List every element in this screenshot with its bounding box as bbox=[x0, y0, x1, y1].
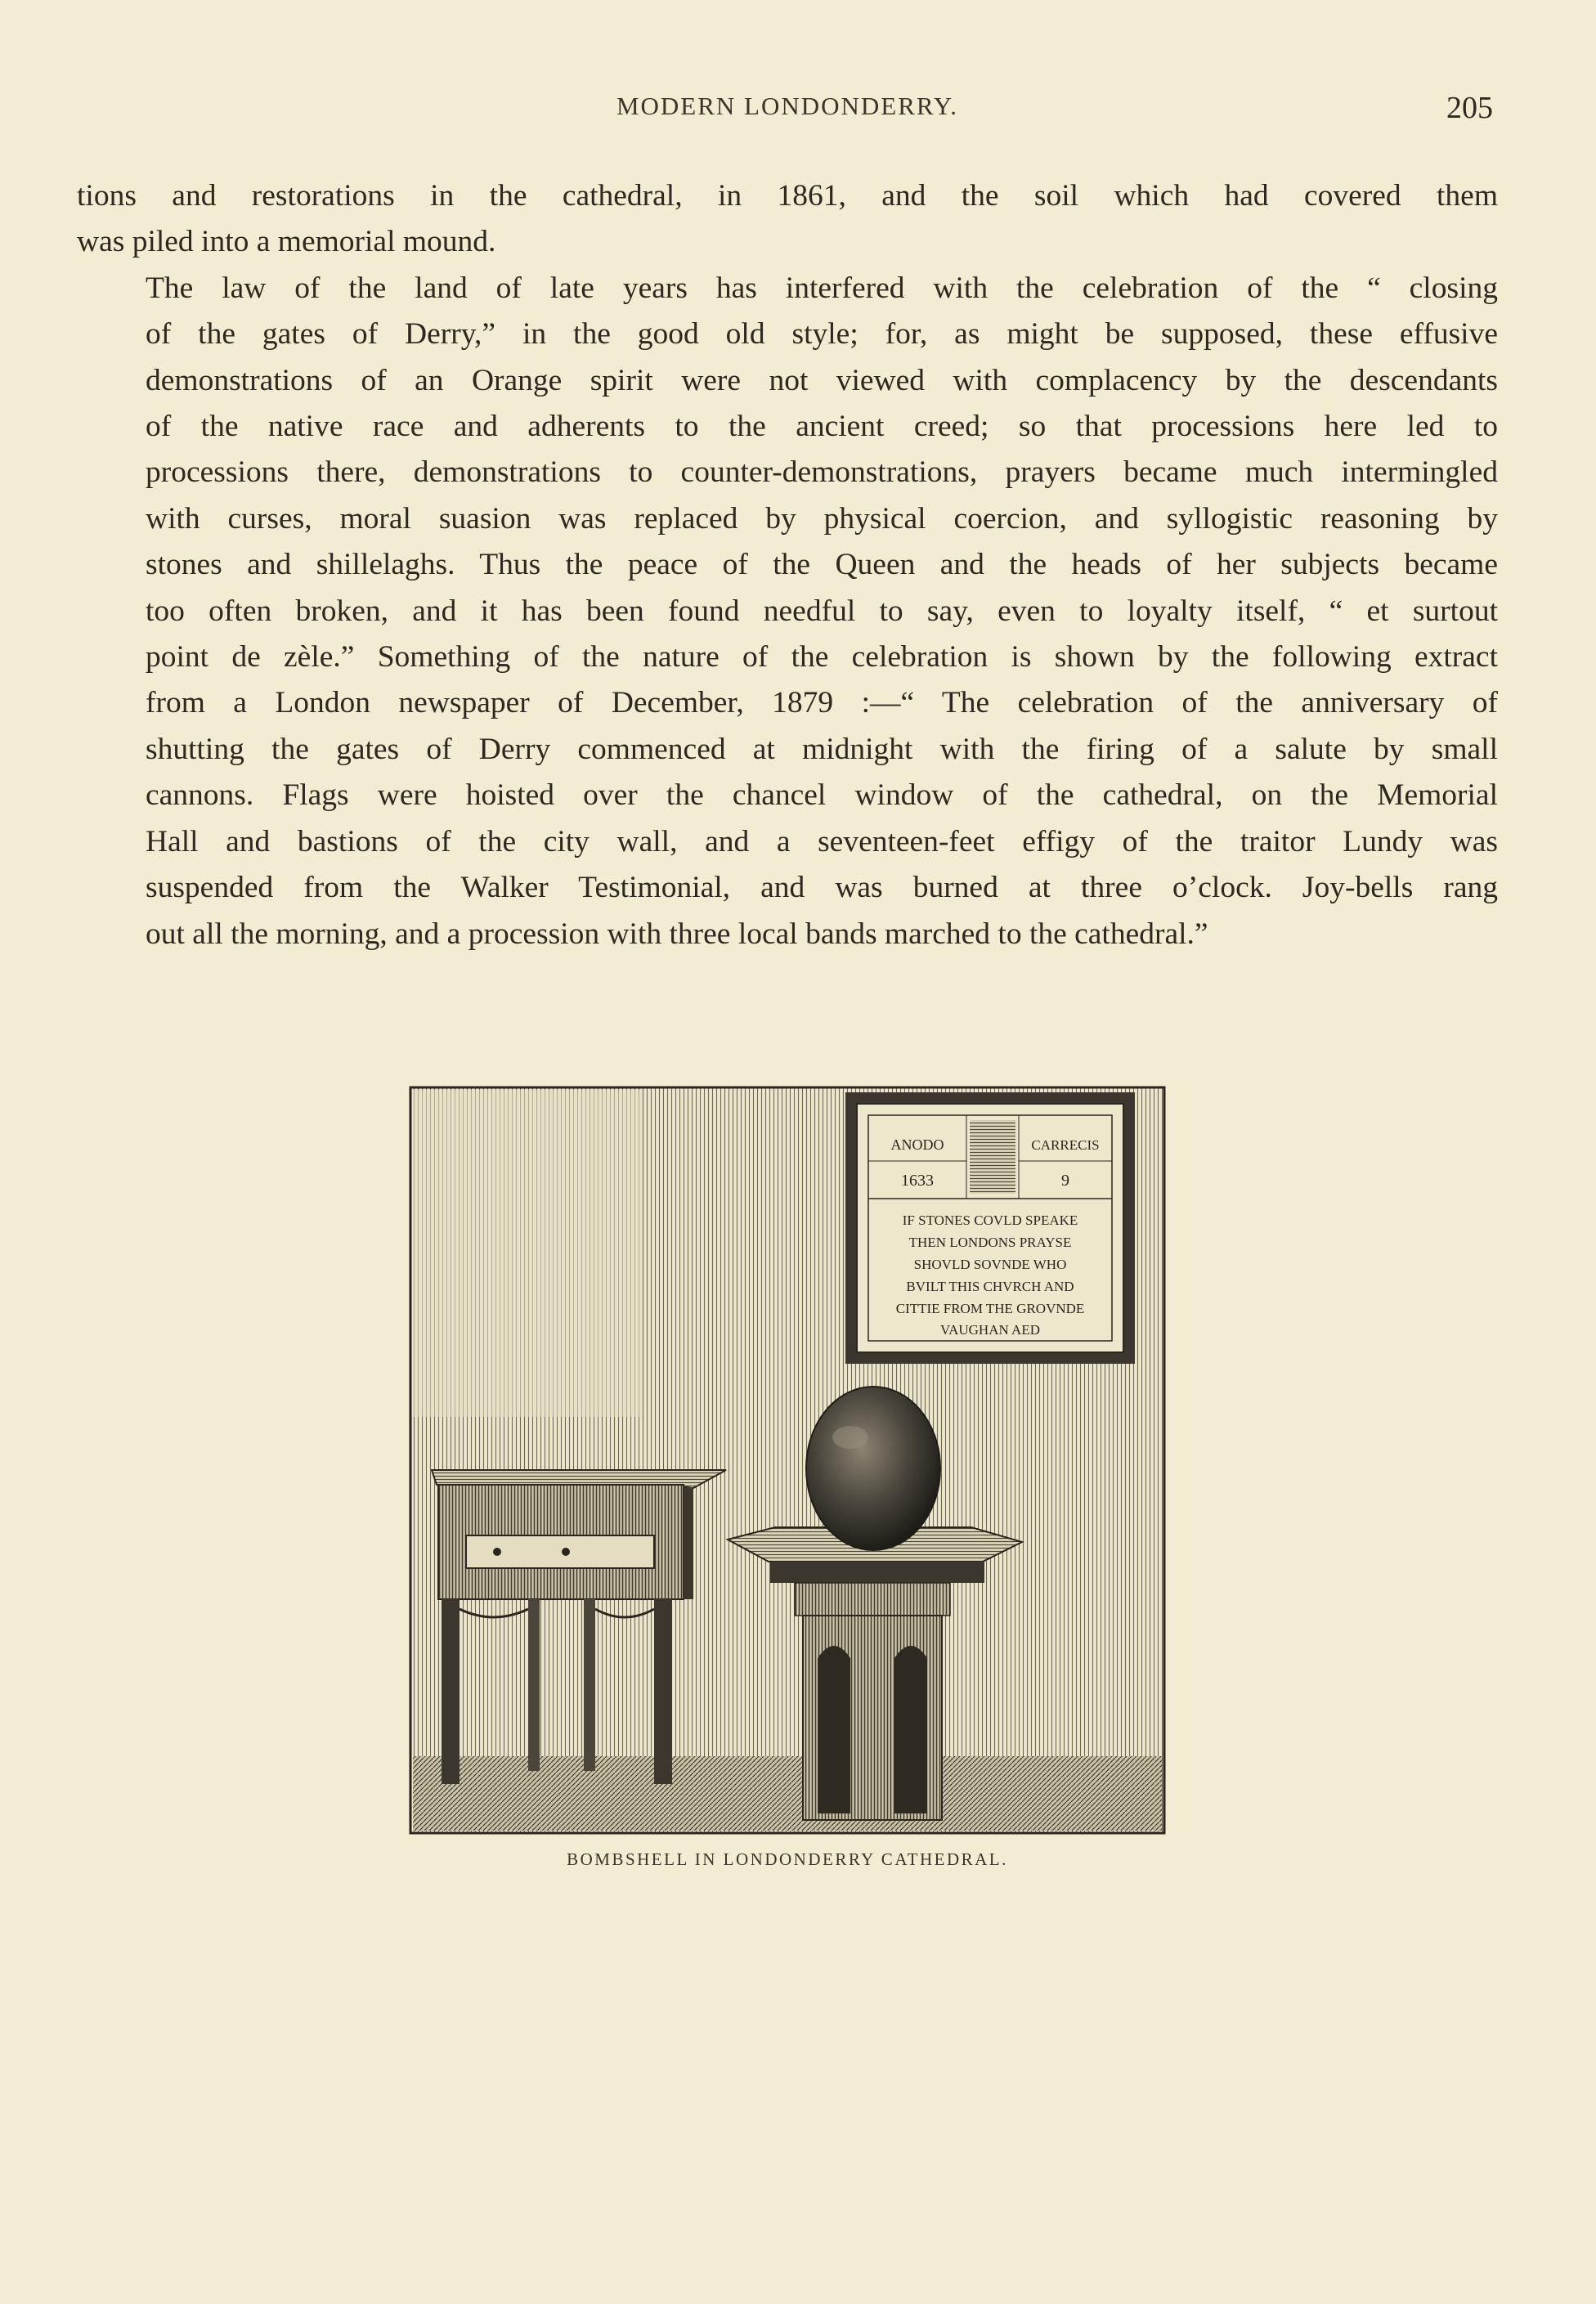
engraving-figure bbox=[409, 1086, 1166, 1835]
text-line: shutting the gates of Derry commenced at midnight with the firing of a salute by small bbox=[146, 732, 1498, 766]
engraving-illustration bbox=[409, 1086, 1166, 1835]
paragraph-2 bbox=[77, 266, 1498, 957]
running-title: MODERN LONDONDERRY. bbox=[616, 92, 959, 120]
tablet-top-right: CARRECIS bbox=[1031, 1137, 1100, 1153]
tablet-inscription-line: VAUGHAN AED bbox=[940, 1322, 1040, 1338]
text-line: point de zèle.” Something of the nature of the celebration is shown by the following extract bbox=[146, 640, 1498, 675]
page-number: 205 bbox=[1446, 91, 1493, 125]
tablet-inscription-line: CITTIE FROM THE GROVNDE bbox=[895, 1301, 1085, 1316]
drawer-knob-icon bbox=[493, 1548, 501, 1556]
tablet-inscription-line: IF STONES COVLD SPEAKE bbox=[902, 1213, 1078, 1228]
body-text bbox=[77, 173, 1498, 957]
tablet-year: 1633 bbox=[901, 1172, 934, 1190]
text-line: out all the morning, and a procession with three local bands marched to the cathedral.” bbox=[146, 917, 1208, 951]
tablet-number: 9 bbox=[1061, 1172, 1069, 1190]
running-header bbox=[77, 92, 1498, 137]
text-line: with curses, moral suasion was replaced by physical coercion, and syllogistic reasoning by bbox=[146, 501, 1498, 536]
memorial-tablet bbox=[845, 1092, 1135, 1364]
text-line: was piled into a memorial mound. bbox=[77, 225, 496, 259]
text-line: processions there, demonstrations to counter-demonstrations, prayers became much intermingled bbox=[146, 455, 1498, 490]
bombshell bbox=[806, 1387, 940, 1550]
tablet-inscription-line: THEN LONDONS PRAYSE bbox=[908, 1235, 1072, 1250]
text-line: from a London newspaper of December, 1879 :—“ The celebration of the anniversary of bbox=[146, 686, 1498, 720]
text-line: tions and restorations in the cathedral, in 1861, and the soil which had covered them bbox=[77, 179, 1498, 213]
text-line: of the native race and adherents to the ancient creed; so that processions here led to bbox=[146, 410, 1498, 444]
text-line: stones and shillelaghs. Thus the peace of the Queen and the heads of her subjects became bbox=[146, 548, 1498, 582]
text-line: suspended from the Walker Testimonial, and was burned at three o’clock. Joy-bells rang bbox=[146, 871, 1498, 905]
text-line: demonstrations of an Orange spirit were not viewed with complacency by the descendants bbox=[146, 363, 1498, 397]
text-line: of the gates of Derry,” in the good old style; for, as might be supposed, these effusive bbox=[146, 317, 1498, 352]
paragraph-1 bbox=[77, 173, 1498, 266]
text-line: too often broken, and it has been found needful to say, even to loyalty itself, “ et surtout bbox=[146, 594, 1498, 628]
text-line: Hall and bastions of the city wall, and a seventeen-feet effigy of the traitor Lundy was bbox=[146, 824, 1498, 858]
text-line: cannons. Flags were hoisted over the chancel window of the cathedral, on the Memorial bbox=[146, 778, 1498, 813]
tablet-top-left: ANODO bbox=[890, 1136, 944, 1153]
tablet-inscription-line: BVILT THIS CHVRCH AND bbox=[906, 1279, 1074, 1294]
figure-caption: BOMBSHELL IN LONDONDERRY CATHEDRAL. bbox=[567, 1849, 1008, 1869]
tablet-inscription-line: SHOVLD SOVNDE WHO bbox=[913, 1257, 1067, 1272]
floor bbox=[413, 1756, 1162, 1831]
text-line: The law of the land of late years has interfered with the celebration of the “ closing bbox=[146, 271, 1498, 305]
